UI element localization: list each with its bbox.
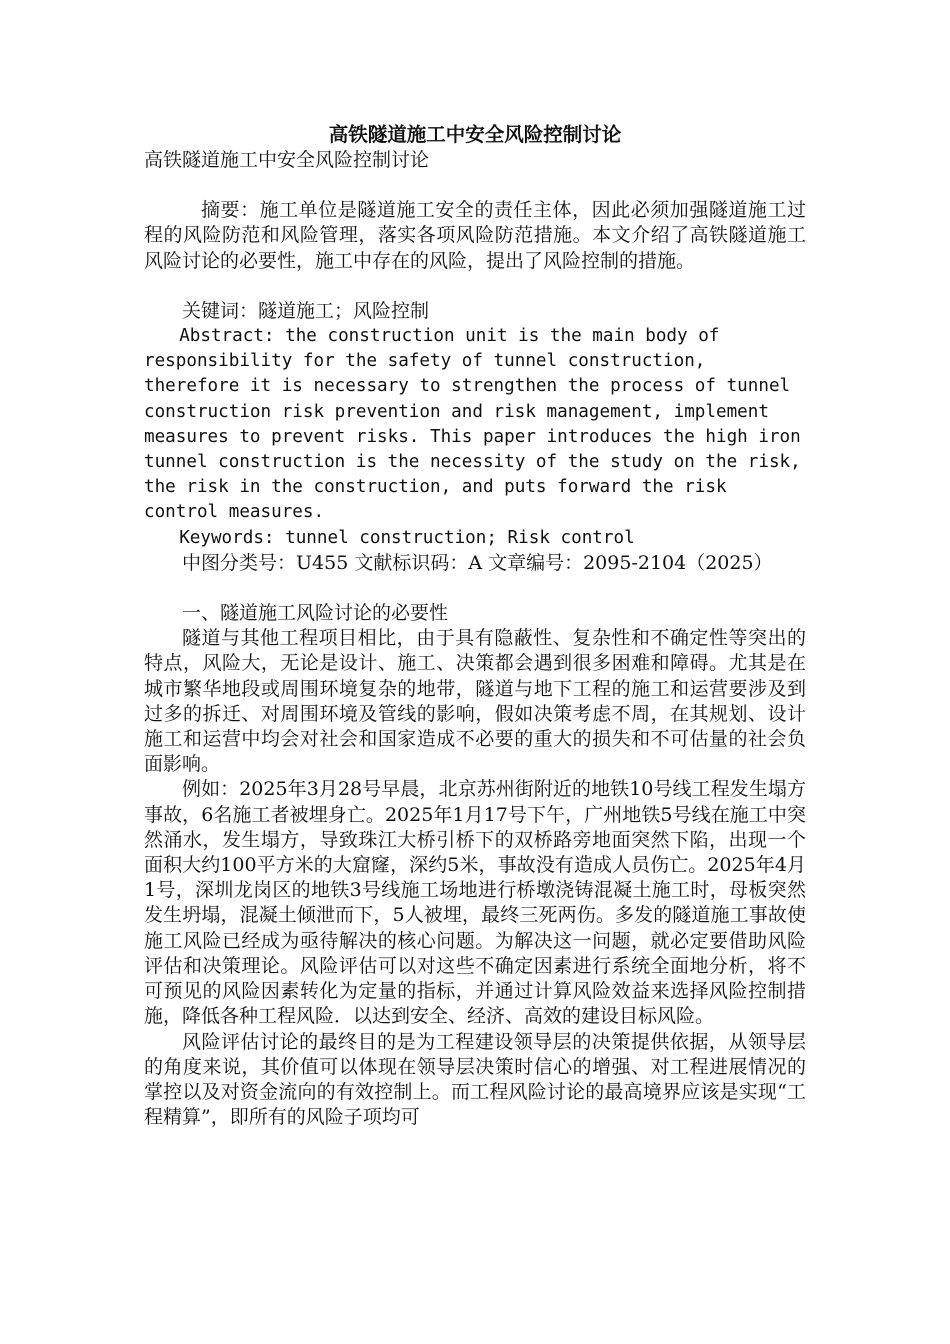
document-subtitle: 高铁隧道施工中安全风险控制讨论 xyxy=(144,149,430,171)
keywords-english: Keywords: tunnel construction; Risk control xyxy=(179,527,635,548)
document-title: 高铁隧道施工中安全风险控制讨论 xyxy=(328,123,622,146)
abstract-english: Abstract: the construction unit is the main body of responsibility for the safety of tunnel construction, therefore it is necessary to strengthen the process of tunnel construction risk prevention and risk management, implement measures to prevent risks. This paper introduces the high iron tunnel construction is the necessity of the study on the risk, the risk in the construction, and puts forward the risk control measures. xyxy=(144,326,801,523)
body-paragraph: 隧道与其他工程项目相比，由于具有隐蔽性、复杂性和不确定性等突出的特点，风险大，无论是设计、施工、决策都会遇到很多困难和障碍。尤其是在城市繁华地段或周围环境复杂的地带，隧道与地下工程的施工和运营要涉及到过多的拆迁、对周围环境及管线的影响，假如决策考虑不周，在其规划、设计施工和运营中均会对社会和国家造成不必要的重大的损失和不可估量的社会负面影响。 xyxy=(144,627,806,776)
body-paragraph: 例如：2025年3月28号早晨，北京苏州街附近的地铁10号线工程发生塌方事故，6名施工者被埋身亡。2025年1月17号下午，广州地铁5号线在施工中突然涌水，发生塌方，导致珠江大桥引桥下的双桥路旁地面突然下陷，出现一个面积大约100平方米的大窟窿，深约5米，事故没有造成人员伤亡。2025年4月1号，深圳龙岗区的地铁3号线施工场地进行桥墩浇铸混凝土施工时，母板突然发生坍塌，混凝土倾泄而下，5人被埋，最终三死两伤。多发的隧道施工事故使施工风险已经成为亟待解决的核心问题。为解决这一问题，就必定要借助风险评估和决策理论。风险评估可以对这些不确定因素进行系统全面地分析，将不可预见的风险因素转化为定量的指标，并通过计算风险效益来选择风险控制措施，降低各种工程风险．以达到安全、经济、高效的建设目标风险。 xyxy=(144,778,806,1028)
section-heading: 一、隧道施工风险讨论的必要性 xyxy=(182,602,449,625)
abstract-chinese: 摘要：施工单位是隧道施工安全的责任主体，因此必须加强隧道施工过程的风险防范和风险管理，落实各项风险防范措施。本文介绍了高铁隧道施工风险讨论的必要性，施工中存在的风险，提出了风险控制的措施。 xyxy=(144,199,806,272)
keywords-chinese: 关键词：隧道施工；风险控制 xyxy=(182,299,430,322)
classification-info: 中图分类号：U455 文献标识码：A 文章编号：2095-2104（2025） xyxy=(182,551,773,574)
body-paragraph: 风险评估讨论的最终目的是为工程建设领导层的决策提供依据，从领导层的角度来说，其价值可以体现在领导层决策时信心的增强、对工程进展情况的掌控以及对资金流向的有效控制上。而工程风险讨论的最高境界应该是实现“工程精算”，即所有的风险子项均可 xyxy=(144,1030,806,1129)
document-body xyxy=(144,122,806,1130)
